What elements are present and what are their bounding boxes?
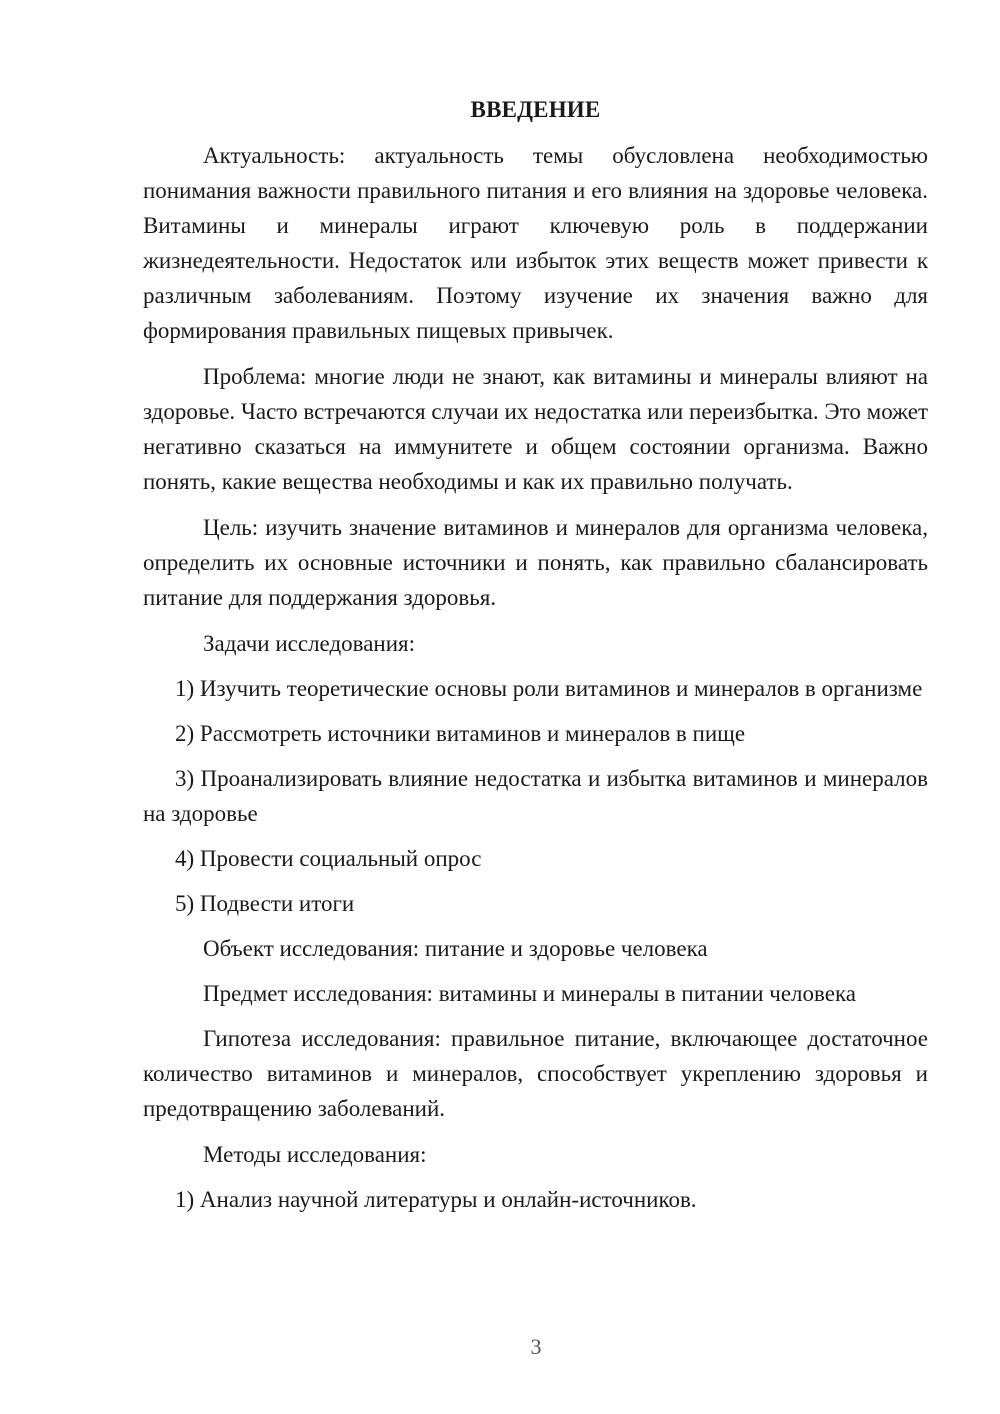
hypothesis-paragraph: Гипотеза исследования: правильное питание, включающее достаточное количество витаминов и минералов, способствует укреплению здоровья и предотвращению заболеваний. bbox=[143, 1026, 928, 1121]
methods-list bbox=[143, 1182, 928, 1217]
relevance-paragraph: Актуальность: актуальность темы обусловлена необходимостью понимания важности правильного питания и его влияния на здоровье человека. Витамины и минералы играют ключевую роль в поддержании жизнедеятельности. Недостаток или избыток этих веществ может привести к различным заболеваниям. Поэтому изучение их значения важно для формирования правильных пищевых привычек. bbox=[143, 143, 928, 343]
task-item: 2) Рассмотреть источники витаминов и минералов в пище bbox=[175, 721, 746, 746]
task-item: 1) Изучить теоретические основы роли витаминов и минералов в организме bbox=[175, 676, 923, 701]
goal-paragraph: Цель: изучить значение витаминов и минералов для организма человека, определить их основные источники и понять, как правильно сбалансировать питание для поддержания здоровья. bbox=[143, 515, 928, 610]
method-item: 1) Анализ научной литературы и онлайн-источников. bbox=[175, 1187, 697, 1212]
section-title: ВВЕДЕНИЕ bbox=[470, 97, 601, 122]
task-item: 4) Провести социальный опрос bbox=[175, 846, 482, 871]
object-paragraph: Объект исследования: питание и здоровье человека bbox=[203, 936, 708, 961]
page-number: 3 bbox=[530, 1334, 542, 1359]
page-content bbox=[143, 92, 928, 1227]
task-item: 5) Подвести итоги bbox=[175, 891, 355, 916]
task-item: 3) Проанализировать влияние недостатка и избытка витаминов и минералов на здоровье bbox=[143, 766, 928, 826]
tasks-heading: Задачи исследования: bbox=[203, 631, 416, 656]
methods-heading: Методы исследования: bbox=[203, 1142, 427, 1167]
problem-paragraph: Проблема: многие люди не знают, как витамины и минералы влияют на здоровье. Часто встречаются случаи их недостатка или переизбытка. Это может негативно сказаться на иммунитете и общем состоянии организма. Важно понять, какие вещества необходимы и как их правильно получать. bbox=[143, 364, 928, 494]
tasks-list bbox=[143, 671, 928, 921]
subject-paragraph: Предмет исследования: витамины и минералы в питании человека bbox=[203, 981, 856, 1006]
